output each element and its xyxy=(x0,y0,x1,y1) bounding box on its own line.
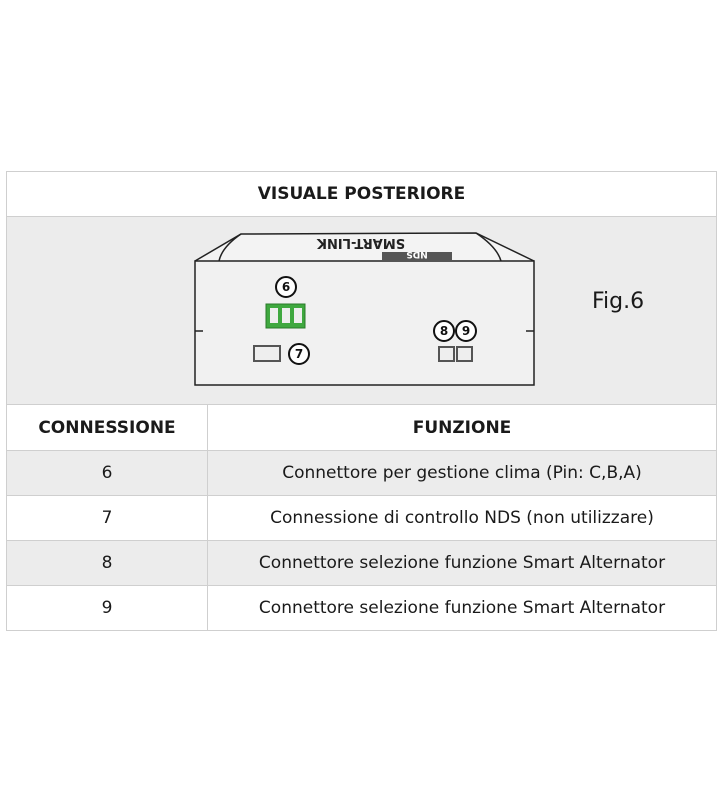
svg-text:9: 9 xyxy=(461,324,471,338)
figure-label: Fig.6 xyxy=(592,289,645,314)
header-connessione: CONNESSIONE xyxy=(7,405,208,450)
table-row xyxy=(7,495,716,540)
connector-6 xyxy=(266,304,305,328)
connection-function: Connettore selezione funzione Smart Alternator xyxy=(258,553,666,573)
smart-link-label: SMART-LINK xyxy=(316,235,406,250)
header-funzione: FUNZIONE xyxy=(412,417,512,438)
svg-text:6: 6 xyxy=(281,280,291,294)
svg-text:NDS: NDS xyxy=(406,249,428,259)
connection-function: Connettore per gestione clima (Pin: C,B,A) xyxy=(282,463,642,483)
table-row xyxy=(7,450,716,495)
connection-function: Connettore selezione funzione Smart Alternator xyxy=(258,598,666,618)
connection-function: Connessione di controllo NDS (non utilizzare) xyxy=(270,508,654,528)
connection-number: 7 xyxy=(7,496,208,540)
connection-number: 8 xyxy=(7,541,208,585)
connection-number: 9 xyxy=(7,586,208,630)
table-row xyxy=(7,540,716,585)
connection-number: 6 xyxy=(7,451,208,495)
table-title: VISUALE POSTERIORE xyxy=(257,184,466,204)
connector-7 xyxy=(254,346,280,361)
rear-view-figure xyxy=(7,217,716,404)
svg-text:8: 8 xyxy=(439,324,449,338)
table-row xyxy=(7,585,716,630)
connections-table xyxy=(6,171,717,631)
svg-text:7: 7 xyxy=(294,347,304,361)
